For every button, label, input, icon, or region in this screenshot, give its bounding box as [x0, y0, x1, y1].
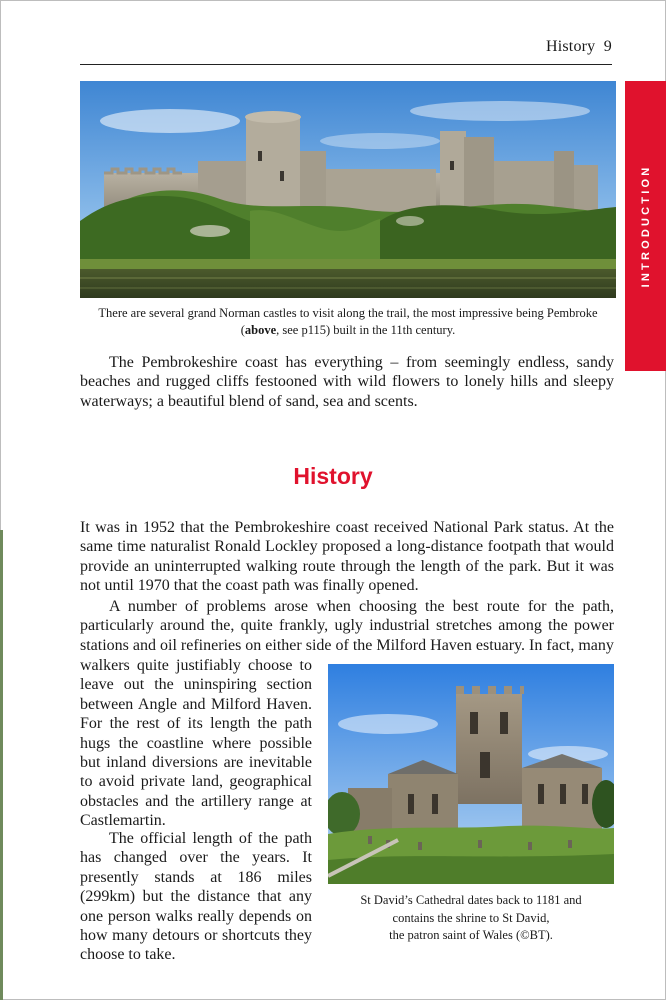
side-tab-label: INTRODUCTION — [639, 164, 652, 288]
cathedral-photo — [328, 664, 614, 884]
adjacent-page-edge — [0, 530, 3, 1000]
cathedral-caption-line-2: contains the shrine to St David, — [392, 910, 550, 925]
castle-photo-caption — [80, 305, 616, 339]
castle-caption-bold: above — [244, 323, 277, 337]
castle-photo — [80, 81, 616, 298]
history-paragraph-2-continued: walkers quite justifiably choose to leave out the uninspiring section between Angle and Milford Haven. For the rest of its length the path hugs the coastline where possible but inland diversions are inevitable to avoid private land, geographical obstacles and the artillery range at Castlemartin. — [80, 657, 312, 830]
intro-paragraph: The Pembrokeshire coast has everything – from seemingly endless, sandy beaches and rugged cliffs festooned with wild flowers to lonely hills and sleepy waterways; a beautiful blend of sand, sea and scents. — [80, 354, 614, 410]
section-heading-history: History — [293, 463, 373, 489]
running-head-section: History — [545, 38, 596, 55]
castle-caption-before: There are several grand Norman castles to visit along the trail, the most impressive being Pembroke ( — [98, 306, 598, 337]
history-paragraph-2-start: A number of problems arose when choosing the best route for the path, particularly around the, quite frankly, ugly industrial stretches among the power stations and oil refineries on either side of the Milford Haven estuary. In fact, many — [80, 598, 614, 654]
history-paragraph-3: The official length of the path has changed over the years. It presently stands at 186 miles (299km) but the distance that any one person walks really depends on how many detours or shortcuts they choose to take. — [80, 830, 312, 964]
section-side-tab — [625, 81, 666, 371]
cathedral-photo-caption — [328, 892, 614, 945]
castle-caption-after: , see p115) built in the 11th century. — [276, 323, 456, 337]
cathedral-caption-line-3: the patron saint of Wales (©BT). — [389, 928, 553, 942]
header-rule — [80, 64, 612, 65]
running-head — [546, 38, 612, 56]
castle-photo-illustration — [80, 81, 616, 298]
cathedral-photo-illustration — [328, 664, 614, 884]
history-paragraph-1: It was in 1952 that the Pembrokeshire coast received National Park status. At the same time naturalist Ronald Lockley proposed a long-distance footpath that would provide an uninterrupted walking route through the length of the park. But it was not until 1970 that the coast path was finally opened. — [80, 519, 614, 595]
cathedral-caption-line-1: St David’s Cathedral dates back to 1181 and — [360, 893, 582, 907]
page-number: 9 — [603, 38, 612, 55]
